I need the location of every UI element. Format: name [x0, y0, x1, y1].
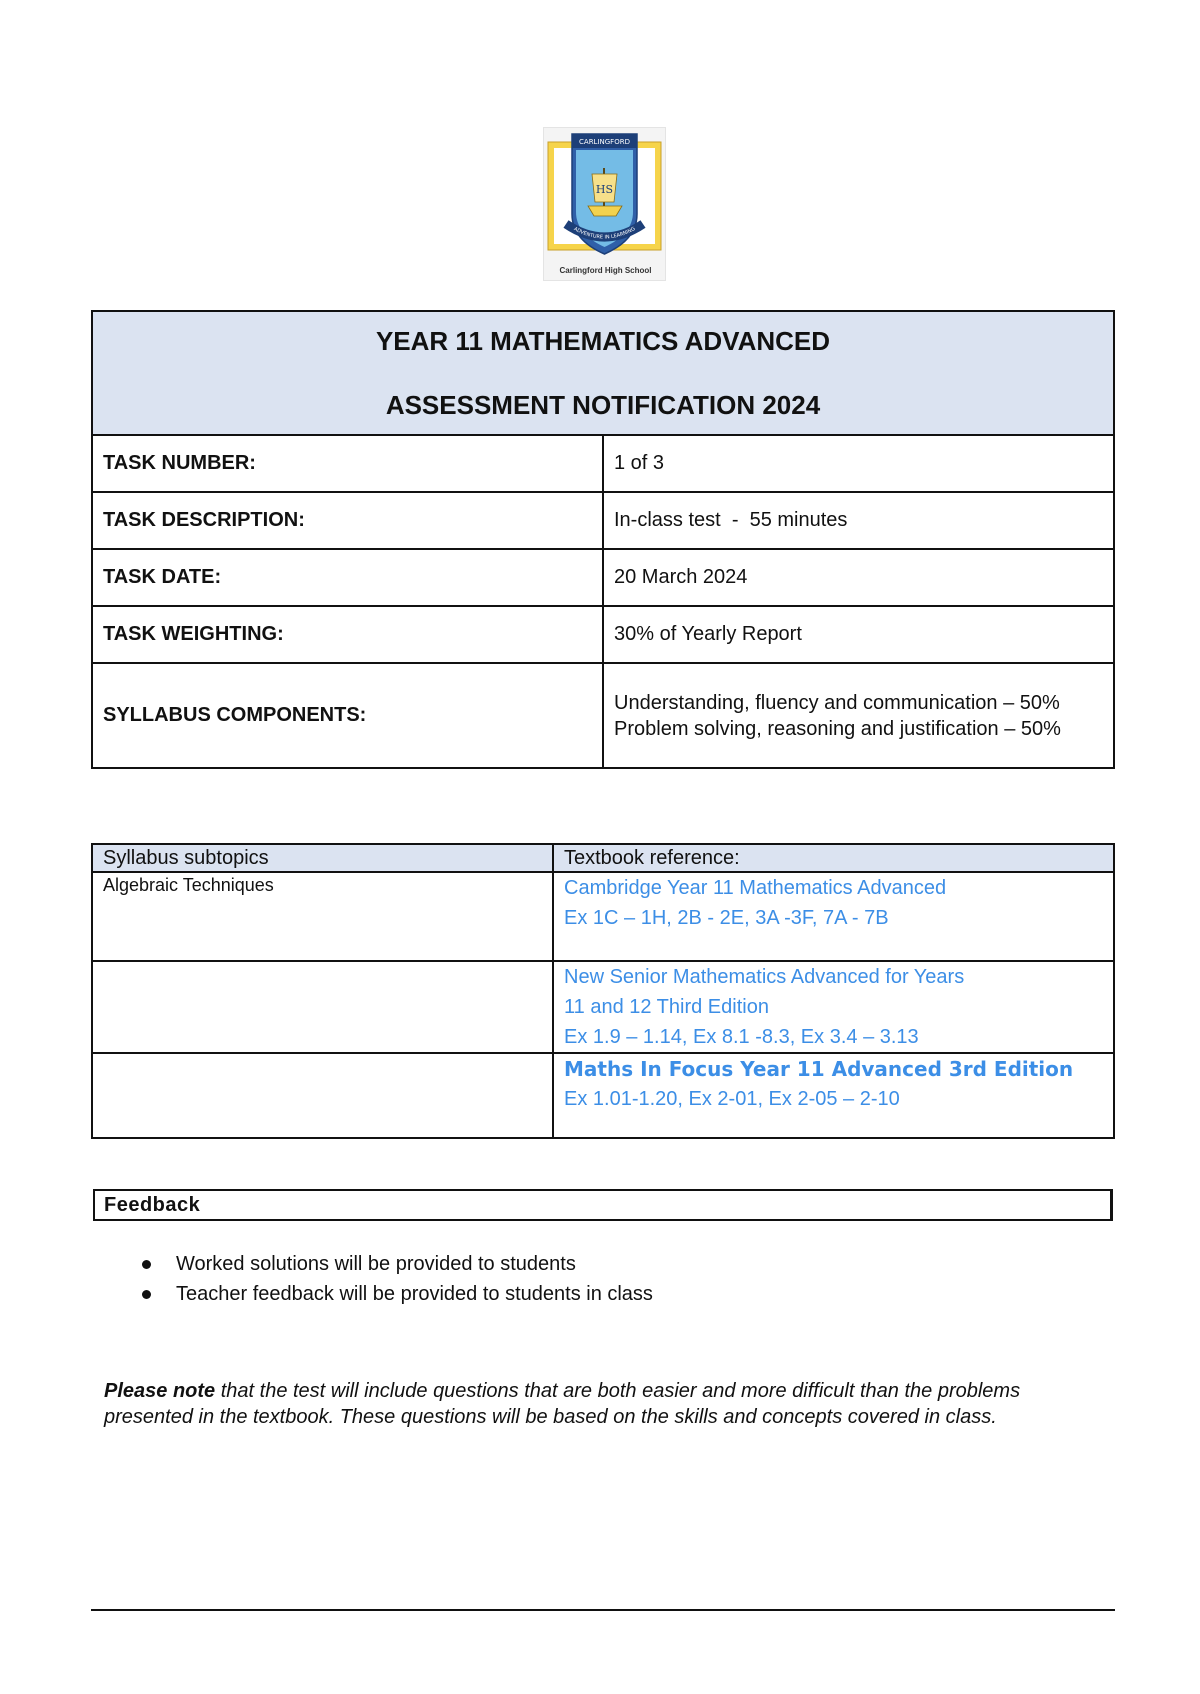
task-weighting-value: 30% of Yearly Report — [603, 606, 1114, 663]
col-header-textbook: Textbook reference: — [553, 844, 1114, 872]
subtopic-cell: Algebraic Techniques — [92, 872, 553, 961]
bullet-icon — [142, 1260, 151, 1269]
table-row — [92, 435, 1114, 492]
task-date-label: TASK DATE: — [92, 549, 603, 606]
textbook-exercises: Ex 1.9 – 1.14, Ex 8.1 -8.3, Ex 3.4 – 3.13 — [564, 1026, 919, 1048]
subtopic-cell — [92, 961, 553, 1053]
subtopics-table — [91, 843, 1115, 1139]
textbook-title-line-1: New Senior Mathematics Advanced for Years — [564, 966, 965, 988]
title-line-2: ASSESSMENT NOTIFICATION 2024 — [385, 390, 821, 420]
logo-caption: Carlingford High School — [559, 266, 652, 275]
feedback-item-text: Teacher feedback will be provided to students in class — [176, 1283, 653, 1305]
table-row — [92, 606, 1114, 663]
textbook-exercises: Ex 1C – 1H, 2B - 2E, 3A -3F, 7A - 7B — [564, 907, 889, 929]
table-row — [92, 872, 1114, 961]
table-row — [92, 663, 1114, 768]
list-item — [138, 1279, 653, 1309]
note-body: that the test will include questions that are both easier and more difficult than the problems presented in the textbook. These questions will be based on the skills and concepts covered in class. — [104, 1380, 1021, 1428]
task-description-label: TASK DESCRIPTION: — [92, 492, 603, 549]
syllabus-components-label: SYLLABUS COMPONENTS: — [92, 663, 603, 768]
feedback-heading: Feedback — [93, 1189, 1113, 1221]
subtopic-cell — [92, 1053, 553, 1138]
col-header-subtopics: Syllabus subtopics — [92, 844, 553, 872]
feedback-list — [138, 1249, 653, 1309]
title-row — [92, 311, 1114, 435]
subtopics-header-row — [92, 844, 1114, 872]
list-item — [138, 1249, 653, 1279]
please-note-paragraph — [104, 1378, 1064, 1430]
task-number-label: TASK NUMBER: — [92, 435, 603, 492]
assessment-header-table — [91, 310, 1115, 769]
textbook-title-line-2: 11 and 12 Third Edition — [564, 996, 769, 1018]
crest-top-text: CARLINGFORD — [579, 138, 630, 146]
table-row — [92, 1053, 1114, 1138]
table-row — [92, 492, 1114, 549]
textbook-exercises: Ex 1.01-1.20, Ex 2-01, Ex 2-05 – 2-10 — [564, 1088, 900, 1110]
textbook-ref-cell — [553, 1053, 1114, 1138]
task-description-value: In-class test - 55 minutes — [603, 492, 1114, 549]
syllabus-components-value — [603, 663, 1114, 768]
crest-motto: ADVENTURE IN LEARNING — [572, 226, 637, 241]
textbook-title: Maths In Focus Year 11 Advanced 3rd Edition — [564, 1057, 1074, 1081]
title-cell — [92, 311, 1114, 435]
feedback-item-text: Worked solutions will be provided to students — [176, 1253, 576, 1275]
component-line-2: Problem solving, reasoning and justification – 50% — [614, 717, 1061, 740]
title-line-1: YEAR 11 MATHEMATICS ADVANCED — [375, 326, 831, 356]
crest-monogram: HS — [595, 183, 614, 196]
task-date-value: 20 March 2024 — [603, 549, 1114, 606]
table-row — [92, 961, 1114, 1053]
table-row — [92, 549, 1114, 606]
task-weighting-label: TASK WEIGHTING: — [92, 606, 603, 663]
footer-divider — [91, 1609, 1115, 1611]
textbook-ref-cell — [553, 872, 1114, 961]
school-logo — [543, 127, 666, 281]
note-lead: Please note — [104, 1380, 216, 1402]
component-line-1: Understanding, fluency and communication – 50% — [614, 691, 1060, 714]
school-crest-icon — [544, 128, 665, 264]
textbook-title: Cambridge Year 11 Mathematics Advanced — [564, 877, 947, 899]
task-number-value: 1 of 3 — [603, 435, 1114, 492]
bullet-icon — [142, 1290, 151, 1299]
textbook-ref-cell — [553, 961, 1114, 1053]
